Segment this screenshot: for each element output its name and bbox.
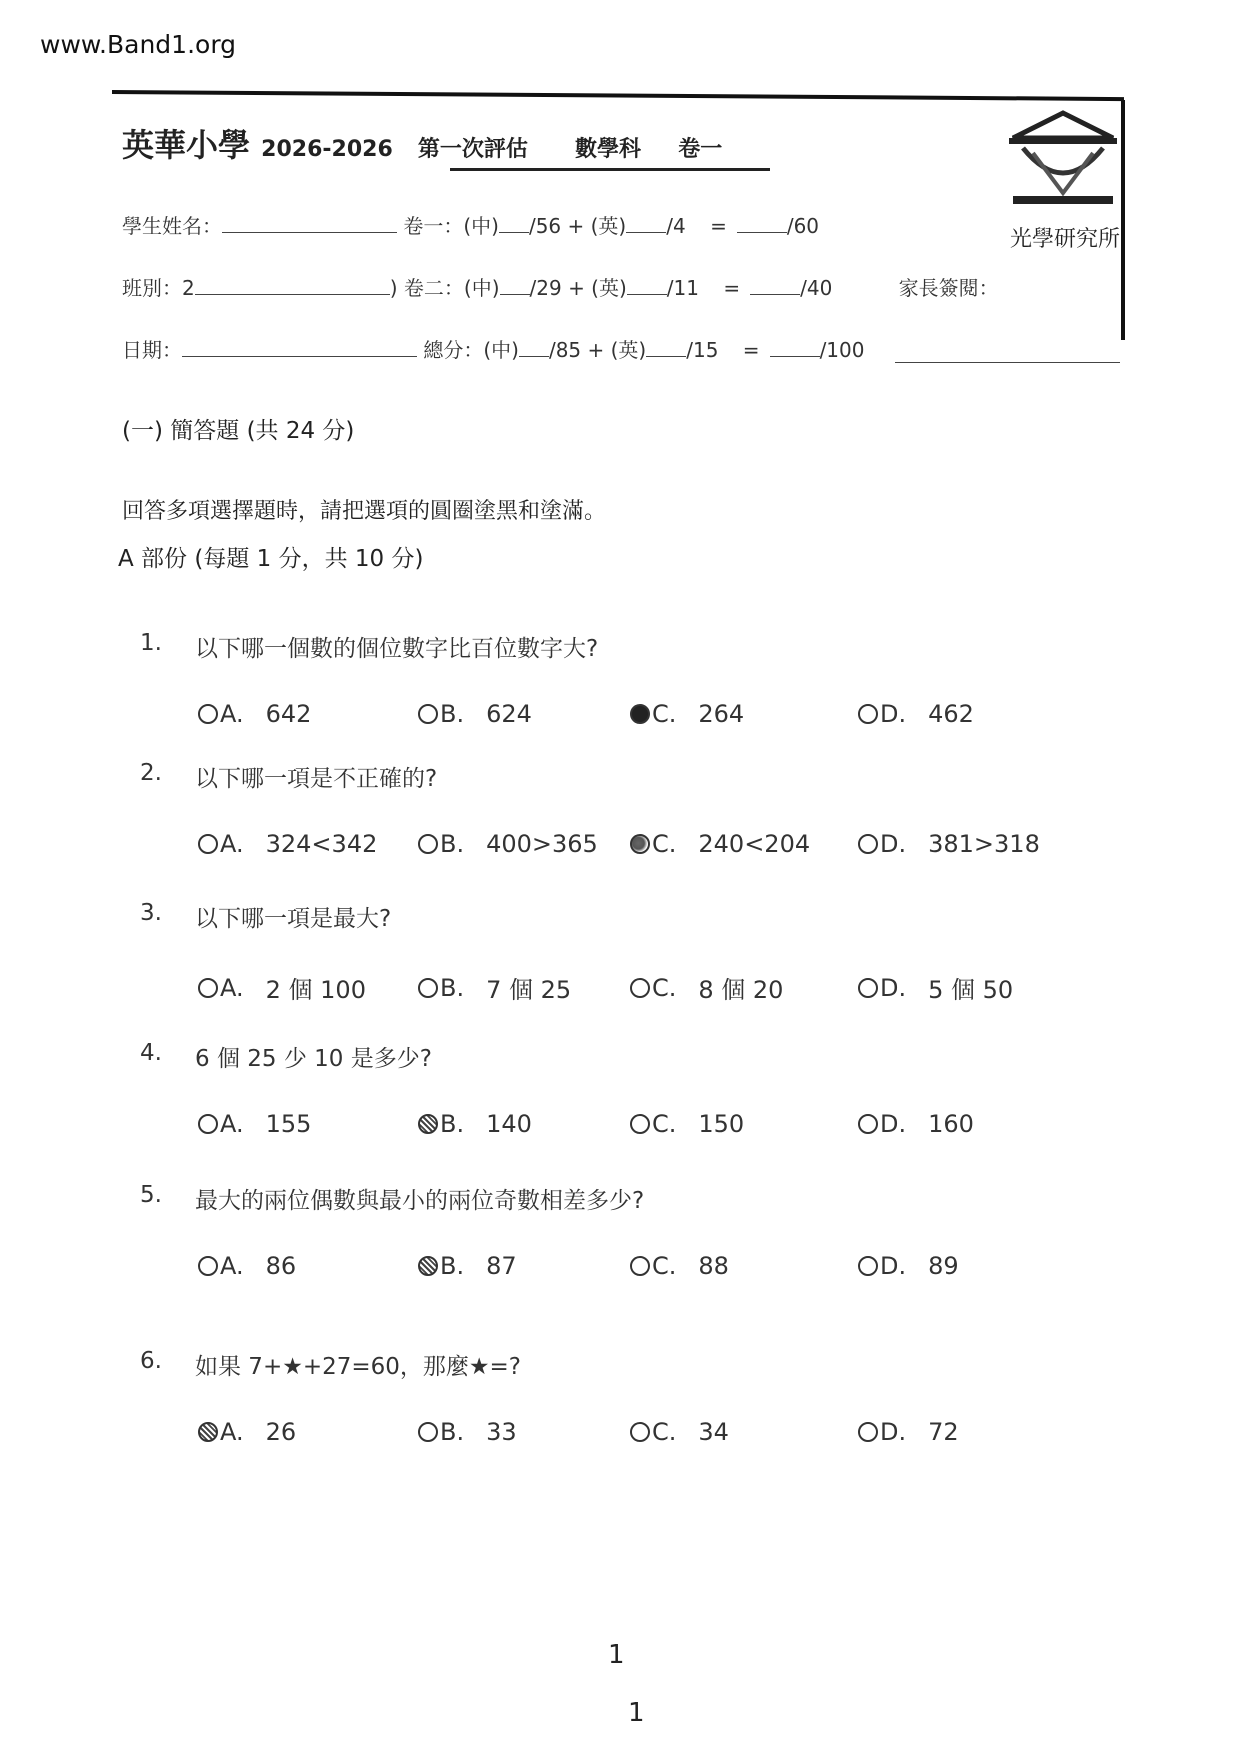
option-label: B. — [440, 830, 465, 858]
option-c[interactable] — [630, 1418, 729, 1446]
question-number: 6. — [140, 1348, 162, 1374]
option-label: A. — [220, 973, 244, 1002]
option-value: 462 — [928, 700, 974, 728]
paper-name: 卷一 — [678, 137, 723, 162]
answer-bubble-icon[interactable] — [418, 978, 438, 998]
option-d[interactable] — [858, 1110, 974, 1138]
answer-bubble-icon[interactable] — [198, 1422, 218, 1442]
option-value: 34 — [698, 1418, 729, 1446]
paper1-eng-max: /4 — [666, 214, 686, 238]
option-a[interactable] — [198, 1252, 296, 1280]
paper2-plus: + (英) — [568, 276, 627, 300]
option-value: 72 — [928, 1418, 959, 1446]
question-number: 4. — [140, 1040, 162, 1066]
option-value: 155 — [265, 1110, 312, 1138]
option-value: 26 — [265, 1418, 297, 1446]
option-c[interactable] — [630, 1252, 729, 1280]
option-label: A. — [220, 700, 244, 728]
total-eng-blank — [646, 338, 686, 357]
option-d[interactable] — [858, 1418, 959, 1446]
option-label: D. — [880, 1110, 907, 1138]
section-instruction: 回答多項選擇題時，請把選項的圓圈塗黑和塗滿。 — [122, 499, 607, 524]
exam-title — [122, 120, 722, 166]
subject-name: 數學科 — [575, 137, 642, 162]
answer-bubble-icon[interactable] — [858, 1114, 878, 1134]
section-title: (一) 簡答題 (共 24 分) — [122, 418, 355, 444]
answer-bubble-icon[interactable] — [418, 1256, 438, 1276]
total-mid-max: /85 — [548, 338, 582, 362]
answer-bubble-icon[interactable] — [198, 978, 218, 998]
option-label: D. — [880, 1252, 907, 1280]
option-label: A. — [220, 1110, 244, 1138]
answer-bubble-icon[interactable] — [418, 704, 438, 724]
paper2-eng-max: /11 — [666, 276, 699, 300]
option-label: D. — [880, 1418, 907, 1446]
student-name-label: 學生姓名： — [122, 214, 222, 238]
class-line — [195, 276, 390, 295]
answer-bubble-icon[interactable] — [858, 978, 878, 998]
option-label: A. — [220, 1252, 244, 1280]
option-label: A. — [220, 1418, 244, 1446]
option-value: 8 個 20 — [698, 976, 784, 1004]
exam-name: 第一次評估 — [417, 137, 528, 162]
header-top-border — [112, 90, 1124, 101]
paper2-equals: = — [723, 276, 741, 300]
option-c[interactable] — [630, 1110, 744, 1138]
option-d[interactable] — [858, 830, 1040, 858]
option-value: 140 — [486, 1110, 532, 1138]
option-value: 381>318 — [928, 830, 1040, 858]
answer-bubble-icon[interactable] — [198, 1114, 218, 1134]
paper2-score-label: 卷二：(中) — [403, 276, 500, 300]
option-b[interactable] — [418, 970, 571, 1005]
title-underline — [450, 168, 770, 171]
option-value: 88 — [698, 1252, 729, 1280]
option-c[interactable] — [630, 700, 744, 728]
logo-caption: 光學研究所 — [1010, 227, 1121, 252]
paper1-total-max: /60 — [786, 214, 820, 238]
answer-bubble-icon[interactable] — [630, 834, 650, 854]
option-d[interactable] — [858, 970, 1013, 1005]
paper1-score-label: 卷一：(中) — [403, 214, 499, 238]
total-total-blank — [770, 338, 820, 357]
option-value: 7 個 25 — [486, 976, 572, 1004]
answer-bubble-icon[interactable] — [630, 1256, 650, 1276]
option-label: C. — [652, 973, 677, 1002]
option-label: C. — [652, 1110, 677, 1138]
option-value: 87 — [486, 1252, 517, 1280]
question-text: 如果 7+★+27=60，那麼★=? — [195, 1354, 522, 1380]
answer-bubble-icon[interactable] — [858, 834, 878, 854]
answer-bubble-icon[interactable] — [630, 978, 650, 998]
total-plus: + (英) — [587, 338, 647, 362]
total-total-max: /100 — [819, 338, 865, 362]
question-number: 3. — [140, 900, 162, 926]
option-d[interactable] — [858, 700, 974, 728]
paper2-total-max: /40 — [800, 276, 833, 300]
option-label: B. — [440, 1418, 465, 1446]
option-label: C. — [652, 1252, 677, 1280]
option-label: D. — [880, 700, 907, 728]
option-b[interactable] — [418, 1418, 517, 1446]
paper1-eng-blank — [626, 214, 666, 233]
option-value: 400>365 — [486, 830, 598, 858]
total-mid-blank — [519, 338, 549, 357]
option-value: 5 個 50 — [928, 976, 1014, 1004]
paper2-mid-blank — [500, 276, 530, 295]
question-text: 6 個 25 少 10 是多少? — [195, 1046, 432, 1072]
parent-sign-label: 家長簽閱： — [898, 276, 999, 300]
option-value: 2 個 100 — [265, 976, 366, 1004]
answer-bubble-icon[interactable] — [858, 1422, 878, 1442]
watermark-text: www.Band1.org — [40, 30, 237, 59]
student-name-line — [222, 214, 397, 233]
option-label: C. — [652, 700, 677, 728]
answer-bubble-icon[interactable] — [418, 1114, 438, 1134]
option-value: 642 — [265, 700, 312, 728]
option-d[interactable] — [858, 1252, 959, 1280]
option-value: 624 — [486, 700, 532, 728]
answer-bubble-icon[interactable] — [858, 1256, 878, 1276]
option-label: C. — [652, 1418, 677, 1446]
answer-bubble-icon[interactable] — [198, 834, 218, 854]
answer-bubble-icon[interactable] — [418, 834, 438, 854]
answer-bubble-icon[interactable] — [198, 1256, 218, 1276]
question-text: 以下哪一項是最大? — [195, 906, 392, 932]
option-label: A. — [220, 830, 244, 858]
option-b[interactable] — [418, 1252, 517, 1280]
option-value: 150 — [698, 1110, 745, 1138]
question-number: 2. — [140, 760, 162, 786]
date-label: 日期： — [122, 338, 182, 362]
option-value: 240<204 — [698, 830, 811, 858]
option-a[interactable] — [198, 1110, 311, 1138]
option-b[interactable] — [418, 830, 598, 858]
option-value: 160 — [928, 1110, 974, 1138]
header-row-class: 班別：2 ) 卷二：(中) /29 + (英) /11 = /40 家長簽閱： — [122, 276, 999, 300]
option-label: B. — [440, 1252, 465, 1280]
paper1-mid-max: /56 — [528, 214, 562, 238]
school-name: 英華小學 — [122, 126, 251, 164]
part-title: A 部份 (每題 1 分，共 10 分) — [118, 546, 424, 572]
option-value: 86 — [265, 1252, 297, 1280]
date-line — [182, 338, 417, 357]
option-label: B. — [440, 1110, 465, 1138]
option-a[interactable] — [198, 830, 377, 858]
question-text: 以下哪一項是不正確的? — [195, 766, 438, 792]
answer-bubble-icon[interactable] — [630, 1422, 650, 1442]
answer-bubble-icon[interactable] — [858, 704, 878, 724]
option-label: B. — [440, 700, 465, 728]
answer-bubble-icon[interactable] — [418, 1422, 438, 1442]
parent-sign-line — [895, 362, 1120, 363]
option-label: B. — [440, 973, 465, 1002]
paper1-total-blank — [737, 214, 787, 233]
answer-bubble-icon[interactable] — [630, 704, 650, 724]
question-text: 最大的兩位偶數與最小的兩位奇數相差多少? — [195, 1188, 645, 1214]
question-number: 1. — [140, 630, 162, 656]
paper2-total-blank — [750, 276, 800, 295]
institute-logo-icon — [1003, 108, 1123, 208]
total-equals: = — [742, 338, 760, 362]
option-value: 264 — [698, 700, 745, 728]
option-a[interactable] — [198, 1418, 296, 1446]
option-a[interactable] — [198, 700, 311, 728]
class-label: 班別：2 — [122, 276, 195, 300]
option-value: 89 — [928, 1252, 959, 1280]
paper1-mid-blank — [499, 214, 529, 233]
option-value: 33 — [486, 1418, 517, 1446]
option-label: C. — [652, 830, 677, 858]
header-row-date — [122, 334, 864, 363]
option-c[interactable] — [630, 830, 810, 858]
option-b[interactable] — [418, 1110, 532, 1138]
paper1-plus: + (英) — [567, 214, 627, 238]
paper2-mid-max: /29 — [529, 276, 562, 300]
school-year: 2026-2026 — [261, 137, 393, 162]
header-row-name — [122, 210, 819, 239]
total-score-label: 總分：(中) — [423, 338, 519, 362]
answer-bubble-icon[interactable] — [198, 704, 218, 724]
option-label: D. — [880, 973, 907, 1002]
question-number: 5. — [140, 1182, 162, 1208]
option-c[interactable] — [630, 970, 783, 1005]
answer-bubble-icon[interactable] — [630, 1114, 650, 1134]
page-number: 1 — [608, 1640, 625, 1670]
option-label: D. — [880, 830, 907, 858]
question-text: 以下哪一個數的個位數字比百位數字大? — [195, 636, 599, 662]
option-a[interactable] — [198, 970, 366, 1005]
paper1-equals: = — [710, 214, 727, 238]
total-eng-max: /15 — [686, 338, 719, 362]
option-b[interactable] — [418, 700, 532, 728]
page-number-footer: 1 — [628, 1698, 645, 1728]
paper2-eng-blank — [627, 276, 667, 295]
option-value: 324<342 — [265, 830, 378, 858]
